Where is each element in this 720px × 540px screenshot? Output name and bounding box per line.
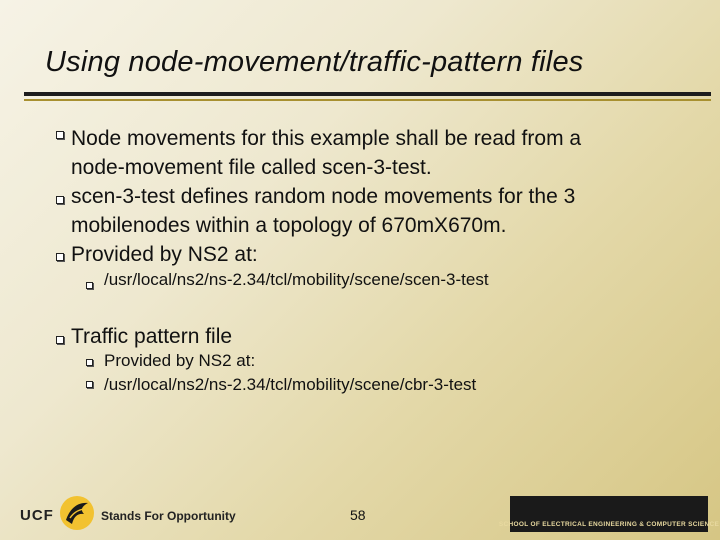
page-number: 58 <box>350 507 366 523</box>
title-divider <box>24 92 711 96</box>
tagline: Stands For Opportunity <box>101 509 236 523</box>
sub-bullet-icon <box>86 359 93 366</box>
bullet-text: Provided by NS2 at: <box>71 243 258 266</box>
sub-bullet-text: Provided by NS2 at: <box>104 351 256 370</box>
school-banner <box>498 496 720 532</box>
sub-bullet-icon <box>86 381 93 388</box>
bullet-text: mobilenodes within a topology of 670mX670m. <box>71 214 507 237</box>
sub-bullet-text: /usr/local/ns2/ns-2.34/tcl/mobility/scene/cbr-3-test <box>104 375 477 394</box>
bullet-icon <box>56 253 64 261</box>
title-divider-accent <box>24 99 711 101</box>
slide-title: Using node-movement/traffic-pattern files <box>45 46 584 78</box>
pegasus-logo-icon <box>58 494 96 532</box>
sub-bullet-text: /usr/local/ns2/ns-2.34/tcl/mobility/scene/scen-3-test <box>104 270 489 289</box>
bullet-text: Node movements for this example shall be read from a <box>71 127 582 150</box>
bullet-text: scen-3-test defines random node movements for the 3 <box>71 185 576 208</box>
bullet-icon <box>56 131 64 139</box>
school-name: SCHOOL OF ELECTRICAL ENGINEERING & COMPUTER SCIENCE <box>498 521 720 528</box>
bullet-text: node-movement file called scen-3-test. <box>71 156 432 179</box>
bullet-text: Traffic pattern file <box>71 325 233 348</box>
ucf-logo-text: UCF <box>20 507 54 524</box>
bullet-icon <box>56 196 64 204</box>
bullet-icon <box>56 336 64 344</box>
sub-bullet-icon <box>86 282 93 289</box>
